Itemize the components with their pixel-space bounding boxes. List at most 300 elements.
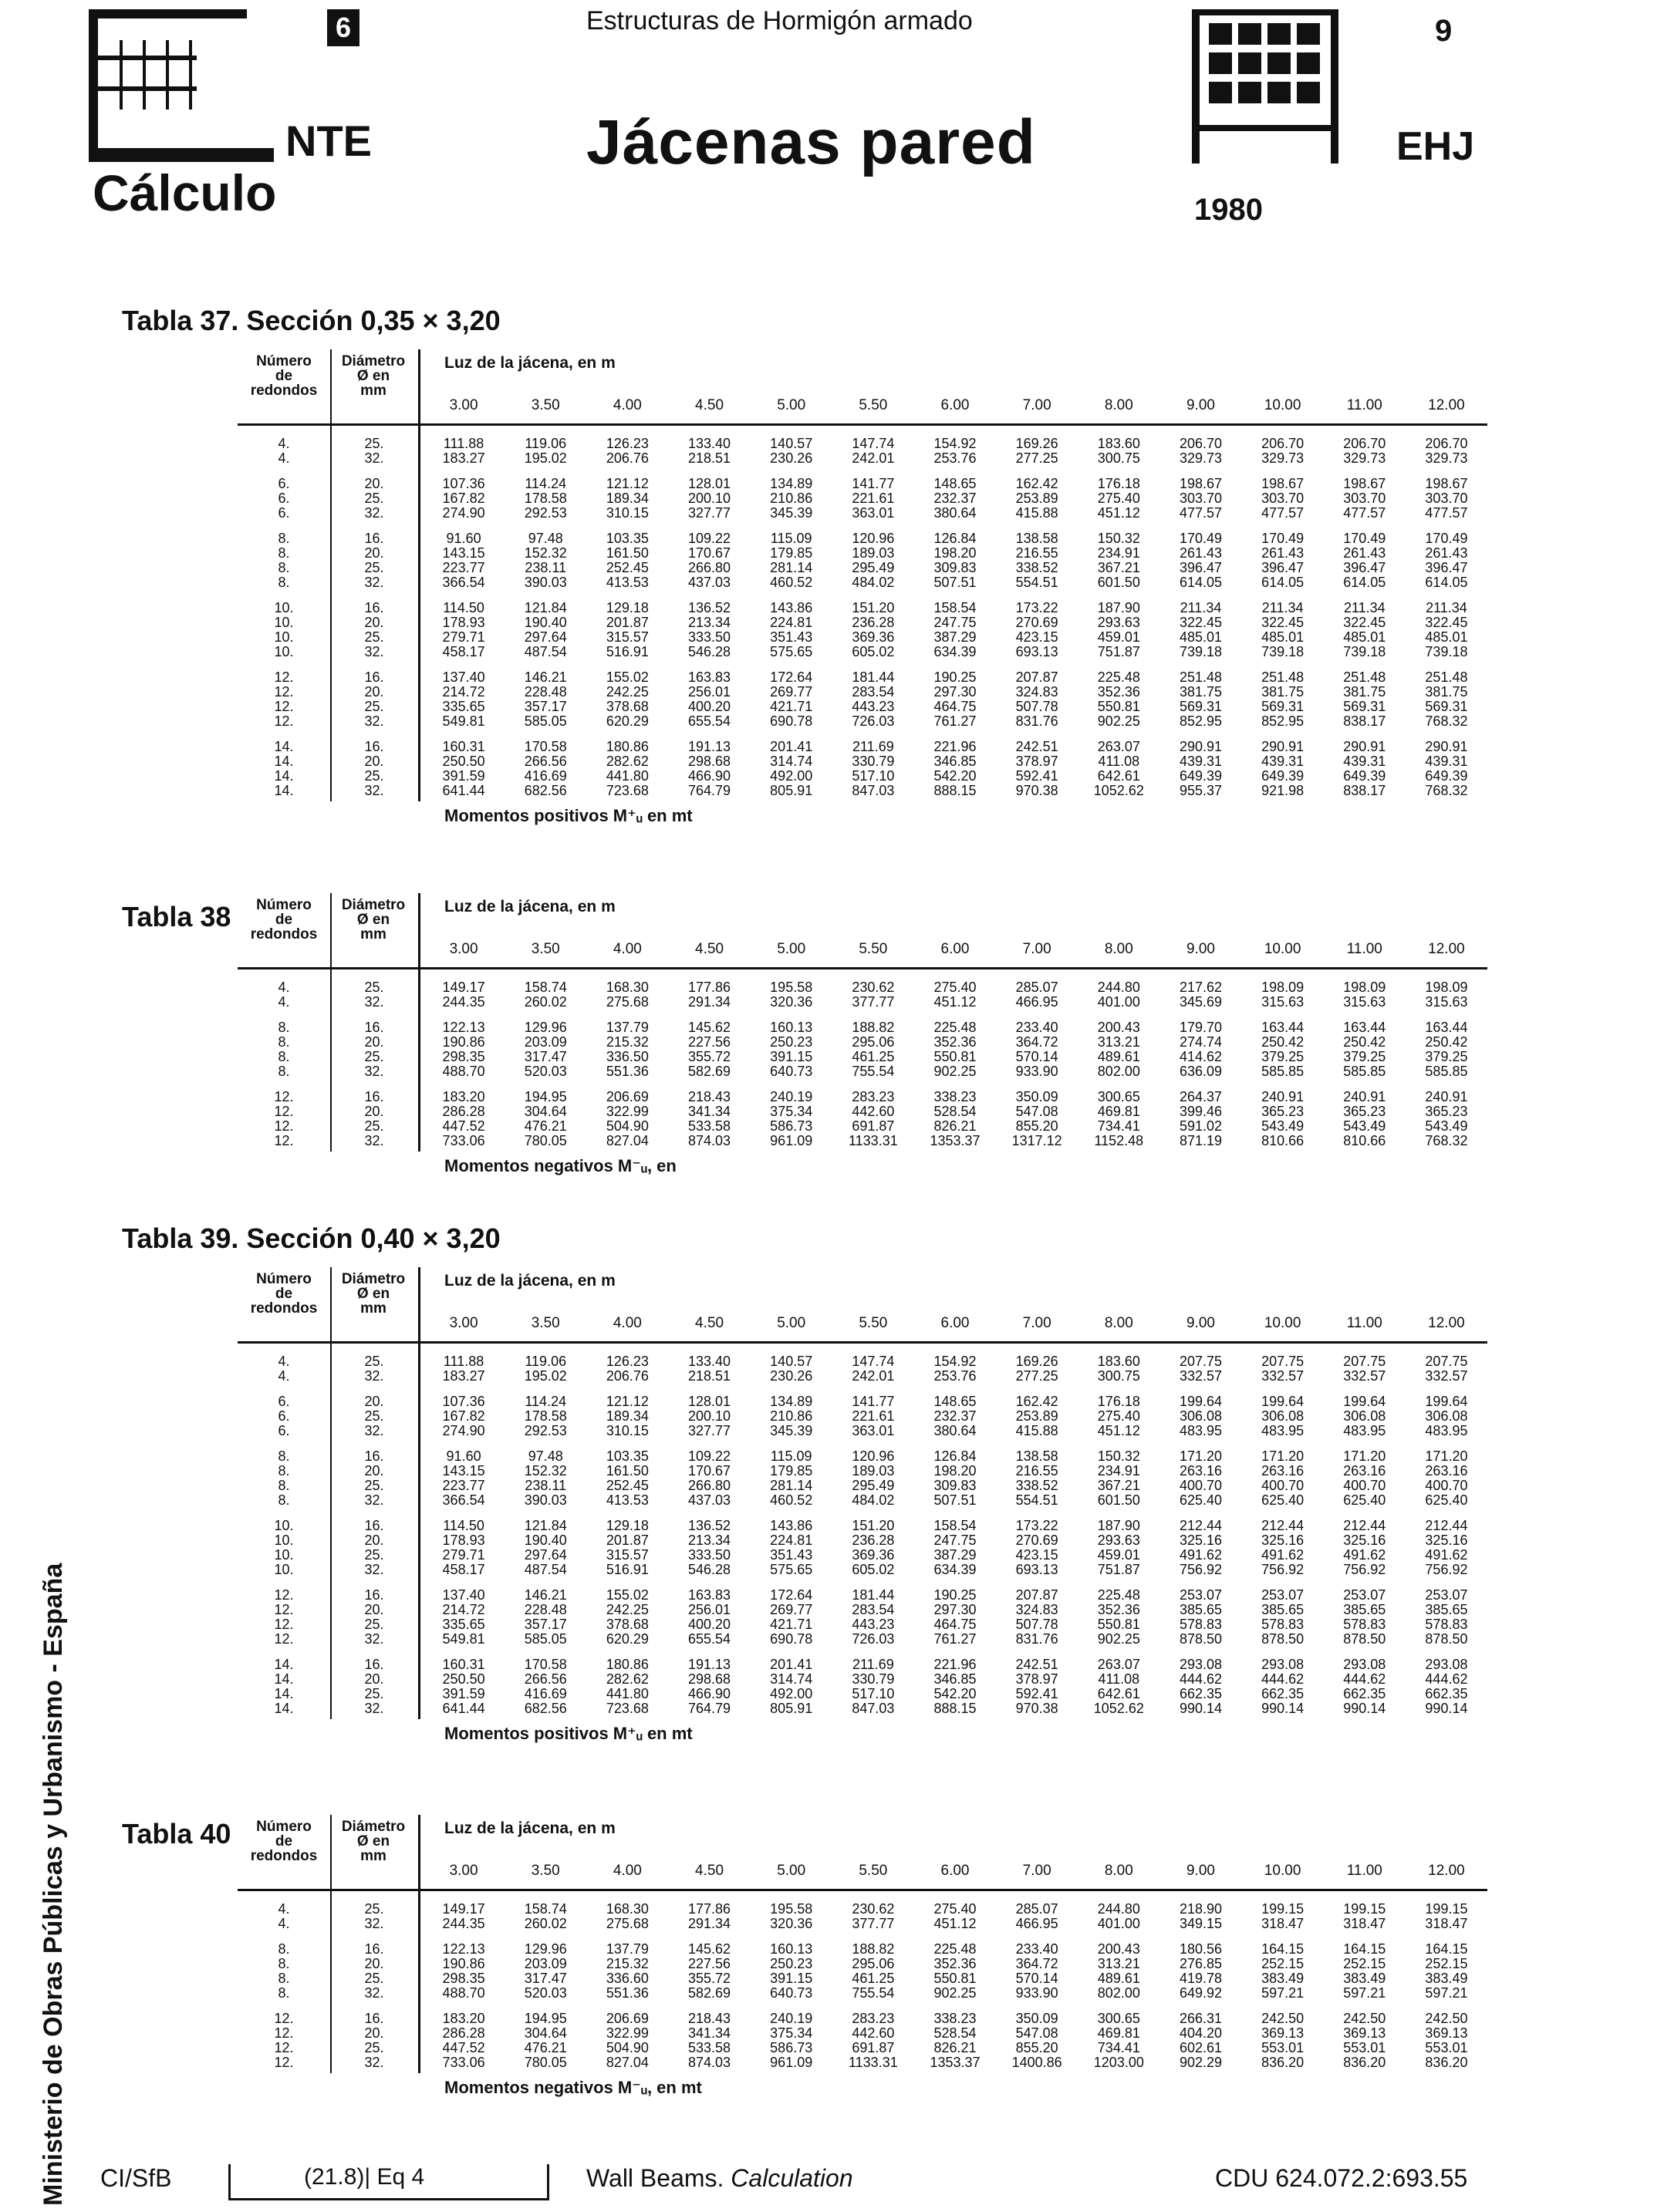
- cell-value: 207.75: [1425, 1354, 1468, 1369]
- cell-value: 400.70: [1343, 1478, 1386, 1493]
- cell-value: 306.08: [1343, 1408, 1386, 1424]
- cell-value: 437.03: [688, 575, 731, 590]
- cell-value: 693.13: [1015, 644, 1058, 659]
- cell-value: 291.34: [688, 994, 731, 1010]
- cell-value: 355.72: [688, 1049, 731, 1064]
- cell-diam: 32.: [364, 1368, 384, 1384]
- cell-value: 298.68: [688, 1671, 731, 1687]
- cell-value: 554.51: [1015, 575, 1058, 590]
- cell-value: 614.05: [1261, 575, 1305, 590]
- cell-num: 6.: [278, 505, 290, 521]
- cell-value: 242.51: [1015, 1657, 1058, 1672]
- cell-value: 691.87: [852, 2040, 895, 2055]
- cell-value: 381.75: [1343, 684, 1386, 700]
- cell-value: 318.47: [1261, 1916, 1305, 1931]
- cdu-code: CDU 624.072.2:693.55: [1215, 2164, 1468, 2192]
- cell-diam: 16.: [364, 2011, 384, 2026]
- cell-value: 266.31: [1179, 2011, 1223, 2026]
- cell-value: 318.47: [1425, 1916, 1468, 1931]
- cell-value: 902.25: [933, 1985, 977, 2001]
- cell-value: 309.83: [933, 1478, 977, 1493]
- cell-value: 400.20: [688, 1617, 731, 1632]
- table-row: [238, 2055, 1487, 2070]
- cell-value: 266.56: [524, 1671, 567, 1687]
- page-number: 9: [1435, 14, 1453, 48]
- subject: Estructuras de Hormigón armado: [586, 6, 973, 35]
- row-group: [238, 1020, 1487, 1079]
- cell-value: 261.43: [1343, 545, 1386, 561]
- cell-diam: 32.: [364, 2055, 384, 2070]
- cell-value: 970.38: [1015, 783, 1058, 798]
- cell-value: 191.13: [688, 1657, 731, 1672]
- table-row: [238, 1957, 1487, 1971]
- header-spans: [423, 397, 1487, 414]
- cell-value: 282.62: [606, 754, 649, 769]
- cell-value: 691.87: [852, 1118, 895, 1134]
- cell-value: 181.44: [852, 669, 895, 685]
- cell-value: 444.62: [1179, 1671, 1223, 1687]
- cell-value: 401.00: [1097, 1916, 1140, 1931]
- cell-value: 176.18: [1097, 476, 1140, 491]
- cell-value: 332.57: [1343, 1368, 1386, 1384]
- cell-diam: 32.: [364, 1423, 384, 1438]
- cell-value: 329.73: [1261, 450, 1305, 466]
- cell-value: 303.70: [1425, 491, 1468, 506]
- cell-value: 836.20: [1343, 2055, 1386, 2070]
- cell-num: 8.: [278, 1034, 290, 1050]
- cell-value: 314.74: [770, 1671, 813, 1687]
- cell-value: 253.07: [1425, 1587, 1468, 1603]
- cell-value: 444.62: [1261, 1671, 1305, 1687]
- table-caption: Momentos positivos M⁺ᵤ en mt: [444, 1724, 693, 1743]
- cell-value: 170.67: [688, 545, 731, 561]
- table-row: [238, 1548, 1487, 1563]
- cell-value: 133.40: [688, 436, 731, 451]
- header-luz: Luz de la jácena, en m: [444, 1272, 616, 1290]
- cell-value: 458.17: [442, 1562, 485, 1577]
- cell-value: 575.65: [770, 1562, 813, 1577]
- cell-value: 306.08: [1425, 1408, 1468, 1424]
- cell-value: 199.15: [1343, 1901, 1386, 1917]
- cell-value: 211.69: [852, 739, 894, 754]
- cell-num: 4.: [278, 1916, 290, 1931]
- cell-num: 12.: [274, 1104, 294, 1119]
- cell-value: 194.95: [524, 1089, 567, 1104]
- cell-value: 250.23: [770, 1034, 813, 1050]
- cell-value: 377.77: [852, 994, 895, 1010]
- cell-value: 492.00: [770, 768, 813, 784]
- span-label: 12.00: [1428, 1863, 1465, 1879]
- cell-num: 12.: [274, 1587, 294, 1603]
- table-row: [238, 1902, 1487, 1917]
- cell-value: 443.23: [852, 1617, 895, 1632]
- cell-value: 158.54: [933, 600, 977, 615]
- cell-diam: 25.: [364, 1118, 384, 1134]
- table-row: [238, 2026, 1487, 2041]
- row-group: [238, 1902, 1487, 1931]
- cell-value: 164.15: [1261, 1941, 1305, 1957]
- cell-value: 227.56: [688, 1956, 731, 1971]
- cell-value: 177.86: [688, 980, 731, 995]
- cell-value: 201.41: [770, 1657, 813, 1672]
- cell-value: 183.27: [442, 450, 485, 466]
- cell-value: 200.10: [688, 1408, 731, 1424]
- table-row: [238, 477, 1487, 491]
- cell-value: 345.69: [1179, 994, 1223, 1010]
- header-spans: [423, 1863, 1487, 1880]
- cell-value: 275.40: [1097, 491, 1140, 506]
- cell-value: 399.46: [1179, 1104, 1223, 1119]
- cell-num: 4.: [278, 1354, 290, 1369]
- cell-value: 293.08: [1343, 1657, 1386, 1672]
- span-label: 4.00: [613, 941, 642, 957]
- cell-num: 12.: [274, 2055, 294, 2070]
- cell-value: 121.84: [524, 1518, 567, 1533]
- cell-value: 549.81: [442, 713, 485, 729]
- cell-value: 171.20: [1425, 1448, 1468, 1464]
- cell-value: 492.00: [770, 1686, 813, 1701]
- cell-value: 189.03: [852, 545, 895, 561]
- cell-value: 160.31: [442, 1657, 485, 1672]
- english-title: Wall Beams. Calculation: [586, 2164, 853, 2192]
- cell-value: 751.87: [1097, 1562, 1140, 1577]
- cell-value: 378.97: [1015, 1671, 1058, 1687]
- cell-diam: 20.: [364, 1463, 384, 1479]
- cell-value: 218.90: [1179, 1901, 1223, 1917]
- cell-value: 485.01: [1179, 629, 1223, 645]
- cell-num: 4.: [278, 436, 290, 451]
- cell-value: 264.37: [1179, 1089, 1223, 1104]
- cell-value: 390.03: [524, 1492, 567, 1508]
- cell-value: 662.35: [1179, 1686, 1223, 1701]
- cell-value: 543.49: [1425, 1118, 1468, 1134]
- cell-value: 107.36: [442, 476, 485, 491]
- cell-value: 300.75: [1097, 450, 1140, 466]
- cell-value: 183.27: [442, 1368, 485, 1384]
- cell-value: 215.32: [606, 1034, 649, 1050]
- cell-value: 352.36: [933, 1956, 977, 1971]
- cell-value: 195.02: [524, 450, 567, 466]
- cell-value: 605.02: [852, 1562, 895, 1577]
- span-label: 4.00: [613, 397, 642, 413]
- cell-value: 151.20: [852, 600, 895, 615]
- cell-value: 292.53: [524, 505, 567, 521]
- cell-value: 400.70: [1261, 1478, 1305, 1493]
- cell-value: 306.08: [1179, 1408, 1223, 1424]
- cell-value: 387.29: [933, 1547, 977, 1563]
- cell-num: 8.: [278, 1020, 290, 1035]
- cell-value: 352.36: [933, 1034, 977, 1050]
- cell-diam: 32.: [364, 783, 384, 798]
- cell-value: 158.54: [933, 1518, 977, 1533]
- cell-value: 178.58: [524, 1408, 567, 1424]
- cell-diam: 16.: [364, 1020, 384, 1035]
- table-row: [238, 1119, 1487, 1134]
- cell-value: 140.57: [770, 436, 813, 451]
- cell-value: 274.90: [442, 1423, 485, 1438]
- cell-value: 447.52: [442, 2040, 485, 2055]
- cell-value: 322.99: [606, 1104, 649, 1119]
- cell-value: 329.73: [1179, 450, 1223, 466]
- cell-value: 103.35: [606, 531, 649, 546]
- cell-value: 414.62: [1179, 1049, 1223, 1064]
- cell-value: 199.64: [1261, 1394, 1305, 1409]
- cell-value: 484.02: [852, 1492, 895, 1508]
- cell-num: 12.: [274, 2011, 294, 2026]
- cell-value: 261.43: [1179, 545, 1223, 561]
- cell-value: 155.02: [606, 669, 649, 685]
- table-caption: Momentos positivos M⁺ᵤ en mt: [444, 806, 693, 825]
- cell-value: 357.17: [524, 1617, 567, 1632]
- cell-value: 802.00: [1097, 1064, 1140, 1079]
- span-label: 11.00: [1346, 941, 1382, 957]
- cell-value: 933.90: [1015, 1985, 1058, 2001]
- cell-value: 179.70: [1179, 1020, 1223, 1035]
- cell-value: 751.87: [1097, 644, 1140, 659]
- table-row: [238, 1563, 1487, 1577]
- cell-value: 831.76: [1015, 1631, 1058, 1647]
- cell-diam: 20.: [364, 1104, 384, 1119]
- cell-value: 190.25: [933, 1587, 977, 1603]
- table-row: [238, 1020, 1487, 1035]
- cell-value: 330.79: [852, 1671, 895, 1687]
- cell-value: 189.03: [852, 1463, 895, 1479]
- cell-value: 543.49: [1261, 1118, 1305, 1134]
- cell-num: 10.: [274, 644, 294, 659]
- cell-diam: 25.: [364, 2040, 384, 2055]
- cell-value: 224.81: [770, 615, 813, 630]
- table-row: [238, 1588, 1487, 1603]
- cell-value: 172.64: [770, 669, 813, 685]
- cell-value: 878.50: [1179, 1631, 1223, 1647]
- cell-value: 439.31: [1179, 754, 1223, 769]
- cell-value: 279.71: [442, 1547, 485, 1563]
- cell-value: 961.09: [770, 1133, 813, 1148]
- cell-value: 320.36: [770, 1916, 813, 1931]
- cell-num: 14.: [274, 739, 294, 754]
- cell-value: 251.48: [1261, 669, 1305, 685]
- cell-value: 592.41: [1015, 1686, 1058, 1701]
- cell-value: 1203.00: [1093, 2055, 1144, 2070]
- cell-value: 242.50: [1261, 2011, 1305, 2026]
- cell-value: 149.17: [442, 980, 485, 995]
- cell-value: 363.01: [852, 1423, 895, 1438]
- cell-value: 244.80: [1097, 1901, 1140, 1917]
- cell-value: 242.51: [1015, 739, 1058, 754]
- cell-num: 14.: [274, 1686, 294, 1701]
- page-title: Jácenas pared: [586, 107, 1036, 177]
- cell-value: 114.24: [525, 1394, 567, 1409]
- cell-value: 221.96: [933, 1657, 977, 1672]
- cell-value: 253.07: [1343, 1587, 1386, 1603]
- cell-value: 641.44: [442, 783, 485, 798]
- cell-value: 143.15: [442, 1463, 485, 1479]
- cell-value: 178.58: [524, 491, 567, 506]
- cell-value: 878.50: [1261, 1631, 1305, 1647]
- cell-value: 329.73: [1425, 450, 1468, 466]
- cell-value: 578.83: [1261, 1617, 1305, 1632]
- table-row: [238, 1687, 1487, 1701]
- cell-value: 507.51: [933, 1492, 977, 1508]
- cell-value: 597.21: [1261, 1985, 1305, 2001]
- cell-value: 212.44: [1343, 1518, 1386, 1533]
- cell-value: 228.48: [524, 684, 567, 700]
- span-label: 5.00: [777, 941, 806, 957]
- cell-value: 826.21: [933, 2040, 977, 2055]
- cell-value: 218.43: [688, 1089, 731, 1104]
- cell-value: 261.43: [1425, 545, 1468, 561]
- cell-diam: 16.: [364, 600, 384, 615]
- cell-value: 263.16: [1179, 1463, 1223, 1479]
- cell-num: 6.: [278, 476, 290, 491]
- cell-value: 726.03: [852, 713, 895, 729]
- table-title: Tabla 39. Sección 0,40 × 3,20: [122, 1222, 501, 1254]
- cell-value: 221.96: [933, 739, 977, 754]
- cell-value: 336.60: [606, 1971, 649, 1986]
- cell-value: 1353.37: [930, 1133, 981, 1148]
- cell-value: 114.24: [525, 476, 567, 491]
- cell-value: 602.61: [1179, 2040, 1223, 2055]
- span-label: 8.00: [1104, 1315, 1133, 1331]
- cell-value: 755.54: [852, 1985, 895, 2001]
- cell-value: 304.64: [524, 2025, 567, 2041]
- cell-num: 12.: [274, 684, 294, 700]
- cell-diam: 16.: [364, 1941, 384, 1957]
- table-header: [238, 1267, 1487, 1344]
- cell-value: 167.82: [442, 491, 485, 506]
- cell-value: 253.89: [1015, 1408, 1058, 1424]
- span-label: 10.00: [1264, 1863, 1301, 1879]
- cell-value: 201.87: [606, 615, 649, 630]
- span-label: 3.00: [449, 1315, 478, 1331]
- cell-value: 826.21: [933, 1118, 977, 1134]
- cell-value: 242.50: [1425, 2011, 1468, 2026]
- cell-value: 444.62: [1343, 1671, 1386, 1687]
- table-row: [238, 1701, 1487, 1716]
- cell-diam: 25.: [364, 436, 384, 451]
- cell-value: 441.80: [606, 768, 649, 784]
- cell-value: 1317.12: [1011, 1133, 1062, 1148]
- cell-value: 401.00: [1097, 994, 1140, 1010]
- cell-value: 413.53: [606, 575, 649, 590]
- cell-value: 655.54: [688, 713, 731, 729]
- cell-value: 295.06: [852, 1034, 895, 1050]
- cell-value: 520.03: [524, 1064, 567, 1079]
- cell-value: 466.90: [688, 768, 731, 784]
- table-row: [238, 1449, 1487, 1464]
- cell-value: 464.75: [933, 699, 977, 714]
- cell-value: 236.28: [852, 615, 895, 630]
- table-caption: Momentos negativos M⁻ᵤ, en: [444, 1156, 677, 1175]
- cell-value: 489.61: [1097, 1971, 1140, 1986]
- cell-value: 582.69: [688, 1064, 731, 1079]
- cell-value: 252.15: [1425, 1956, 1468, 1971]
- cell-value: 546.28: [688, 1562, 731, 1577]
- cell-diam: 32.: [364, 1916, 384, 1931]
- cell-num: 14.: [274, 1657, 294, 1672]
- cell-value: 447.52: [442, 1118, 485, 1134]
- cell-value: 286.28: [442, 1104, 485, 1119]
- cell-value: 275.40: [1097, 1408, 1140, 1424]
- cell-value: 137.40: [442, 1587, 485, 1603]
- table-row: [238, 1035, 1487, 1050]
- cell-value: 345.39: [770, 505, 813, 521]
- table-row: [238, 1917, 1487, 1931]
- cell-value: 207.75: [1261, 1354, 1305, 1369]
- cell-value: 198.20: [933, 545, 977, 561]
- cell-value: 355.72: [688, 1971, 731, 1986]
- row-group: [238, 1449, 1487, 1508]
- cell-value: 324.83: [1015, 1602, 1058, 1617]
- cell-value: 385.65: [1179, 1602, 1223, 1617]
- cell-value: 266.80: [688, 560, 731, 575]
- cell-value: 421.71: [770, 1617, 813, 1632]
- cell-value: 325.16: [1179, 1533, 1223, 1548]
- table-grid: [238, 893, 1487, 1148]
- cell-value: 171.20: [1343, 1448, 1386, 1464]
- cell-value: 190.86: [442, 1956, 485, 1971]
- cell-value: 507.78: [1015, 1617, 1058, 1632]
- cell-value: 263.07: [1097, 739, 1140, 754]
- cell-value: 171.20: [1261, 1448, 1305, 1464]
- span-label: 3.50: [531, 397, 560, 413]
- cell-num: 10.: [274, 600, 294, 615]
- cell-value: 569.31: [1179, 699, 1223, 714]
- cell-value: 517.10: [852, 768, 895, 784]
- code-box-text: (21.8)| Eq 4: [304, 2164, 425, 2190]
- cell-value: 242.50: [1343, 2011, 1386, 2026]
- table-row: [238, 1464, 1487, 1479]
- cell-value: 836.20: [1425, 2055, 1468, 2070]
- cell-value: 553.01: [1425, 2040, 1468, 2055]
- cell-value: 314.74: [770, 754, 813, 769]
- cell-value: 690.78: [770, 1631, 813, 1647]
- cell-value: 207.75: [1343, 1354, 1386, 1369]
- cell-value: 443.23: [852, 699, 895, 714]
- cell-num: 8.: [278, 560, 290, 575]
- cell-num: 10.: [274, 1562, 294, 1577]
- table-row: [238, 1409, 1487, 1424]
- cell-value: 198.67: [1425, 476, 1468, 491]
- cell-value: 586.73: [770, 2040, 813, 2055]
- cell-num: 12.: [274, 713, 294, 729]
- cell-value: 281.14: [770, 1478, 813, 1493]
- cell-value: 149.17: [442, 1901, 485, 1917]
- cell-value: 111.88: [443, 436, 484, 451]
- table-row: [238, 2041, 1487, 2055]
- table-title: Tabla 40: [122, 1818, 231, 1850]
- table-row: [238, 1533, 1487, 1548]
- cell-value: 129.18: [606, 1518, 649, 1533]
- cell-value: 768.32: [1425, 713, 1468, 729]
- span-label: 9.00: [1186, 397, 1215, 413]
- cell-value: 327.77: [688, 1423, 731, 1438]
- cell-value: 780.05: [524, 1133, 567, 1148]
- cell-diam: 32.: [364, 1701, 384, 1716]
- cell-value: 855.20: [1015, 2040, 1058, 2055]
- cell-value: 195.02: [524, 1368, 567, 1384]
- cell-value: 605.02: [852, 644, 895, 659]
- cell-value: 253.76: [933, 1368, 977, 1384]
- cell-value: 485.01: [1343, 629, 1386, 645]
- cell-value: 260.02: [524, 1916, 567, 1931]
- cell-num: 10.: [274, 615, 294, 630]
- cell-value: 365.23: [1425, 1104, 1468, 1119]
- cell-value: 662.35: [1343, 1686, 1386, 1701]
- span-label: 3.50: [531, 941, 560, 957]
- cell-num: 6.: [278, 1408, 290, 1424]
- cell-value: 380.64: [933, 505, 977, 521]
